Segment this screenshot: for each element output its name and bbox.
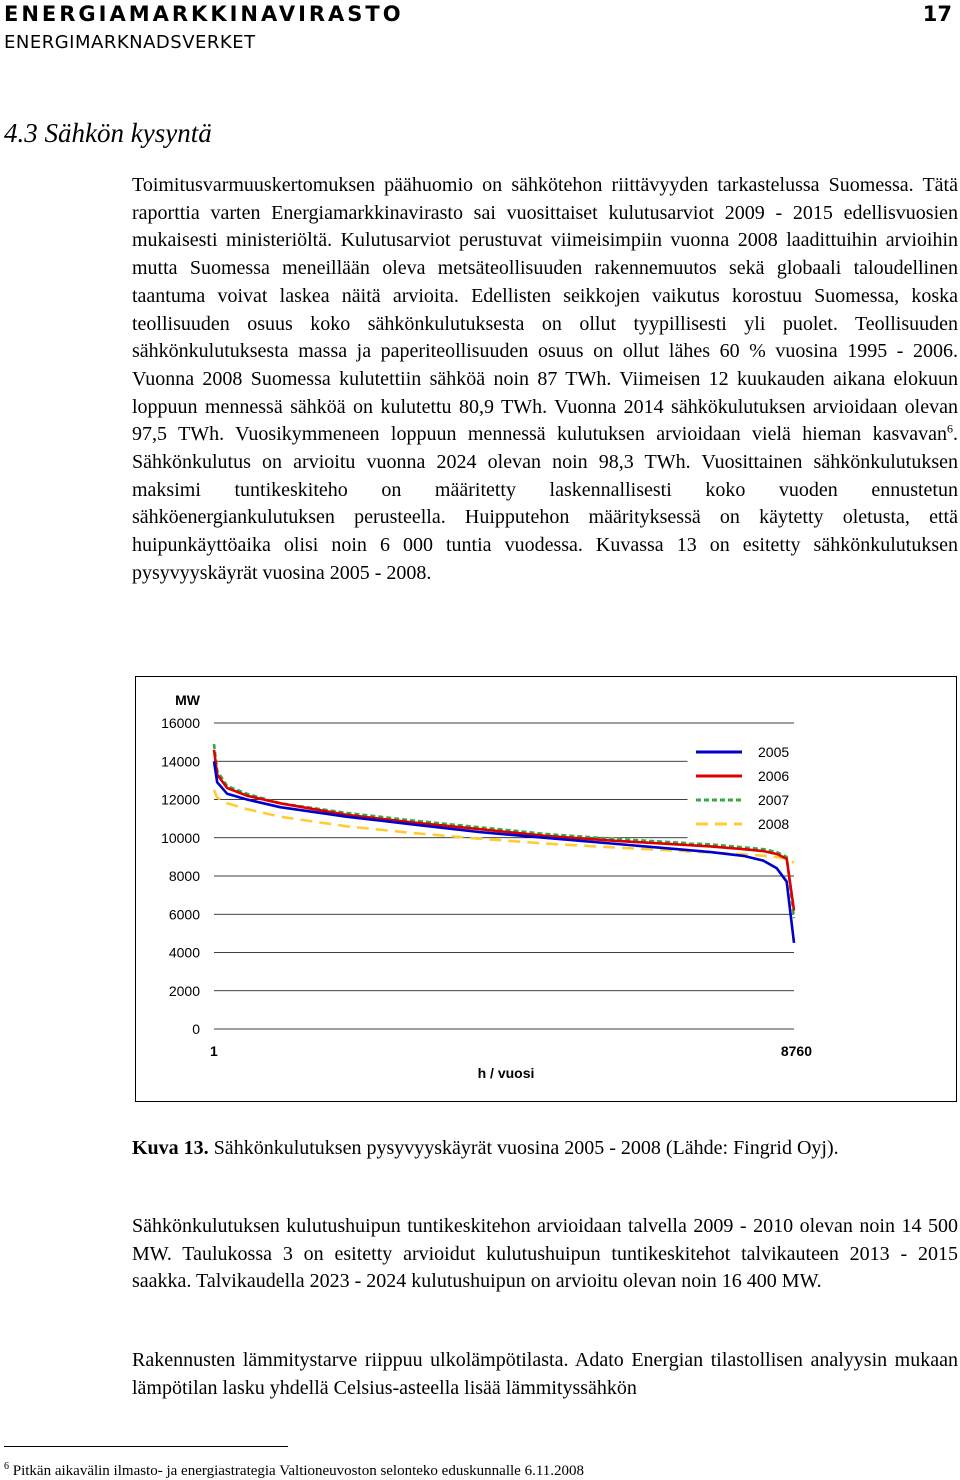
footnote xyxy=(4,1461,584,1480)
y-tick-label: 2000 xyxy=(168,982,200,999)
legend-label: 2007 xyxy=(758,792,790,808)
footnote-reference[interactable]: 6 xyxy=(947,421,953,436)
legend-label: 2005 xyxy=(758,744,790,760)
caption-text: Sähkönkulutuksen pysyvyyskäyrät vuosina 2005 - 2008 (Lähde: Fingrid Oyj). xyxy=(208,1137,839,1159)
y-tick-label: 8000 xyxy=(168,868,200,884)
body-paragraph-2: Sähkönkulutuksen kulutushuipun tuntikeskitehon arvioidaan talvella 2009 - 2010 olevan noin 14 500 MW. Taulukossa 3 on esitetty arvioidut kulutushuipun tuntikeskitehot talvikauteen 2013 - 2015 saakka. Talvikaudella 2023 - 2024 kulutushuipun on arvioitu olevan noin 16 400 MW. xyxy=(132,1215,958,1293)
body-paragraph-1 xyxy=(132,172,958,588)
header-title: ENERGIAMARKKINAVIRASTO xyxy=(4,2,404,26)
body-paragraph-3: Rakennusten lämmitystarve riippuu ulkolämpötilasta. Adato Energian tilastollisen analyysin mukaan lämpötilan lasku yhdellä Celsius-asteella lisää lämmityssähkön xyxy=(132,1349,958,1399)
page-number: 17 xyxy=(922,2,952,26)
duration-curve-chart xyxy=(135,676,957,1102)
paragraph-1-part-a: Toimitusvarmuuskertomuksen päähuomio on sähkötehon riittävyyden tarkastelussa Suomessa. Tätä raporttia varten Energiamarkkinavirasto sai vuosittaiset kulutusarviot 2009 - 2015 edellisvuosien mukaisesti ministeriöltä. Kulutusarviot perustuvat viimeisimpiin vuonna 2008 laadittuihin arvioihin mutta Suomessa meneillään oleva metsäteollisuuden rakennemuutos sekä globaali taloudellinen taantuma voivat laskea näitä arvioita. Edellisten seikkojen vaikutus korostuu Suomessa, koska teollisuuden osuus koko sähkönkulutuksesta on ollut tyypillisesti yli puolet. Teollisuuden sähkönkulutuksesta massa ja paperiteollisuuden osuus on ollut lähes 60 % vuosina 1995 - 2006. Vuonna 2008 Suomessa kulutettiin sähköä noin 87 TWh. Viimeisen 12 kuukauden aikana elokuun loppuun mennessä sähköä on kulutettu 80,9 TWh. Vuonna 2014 sähkökulutuksen arvioidaan olevan 97,5 TWh. Vuosikymmeneen loppuun mennessä kulutuksen arvioidaan vielä hieman kasvavan xyxy=(132,174,958,446)
y-tick-label: 14000 xyxy=(161,753,200,770)
footnote-divider xyxy=(4,1446,288,1447)
x-axis-label: h / vuosi xyxy=(477,1065,535,1081)
legend-label: 2006 xyxy=(758,768,790,784)
footnote-number: 6 xyxy=(4,1461,9,1472)
y-tick-label: 16000 xyxy=(161,715,200,731)
x-tick-label: 8760 xyxy=(780,1043,812,1059)
y-tick-label: 6000 xyxy=(168,906,200,923)
legend-box xyxy=(688,738,818,842)
paragraph-1-part-b: . Sähkönkulutus on arvioitu vuonna 2024 olevan noin 98,3 TWh. Vuosittainen sähkönkulutuksen maksimi tuntikeskiteho on määritetty laskennallisesti koko vuoden ennustetun sähköenergiankulutuksen perusteella. Huipputehon määrityksessä on käytetty oletusta, että huipunkäyttöaika olisi noin 6 000 tuntia vuodessa. Kuvassa 13 on esitetty sähkönkulutuksen pysyvyyskäyrät vuosina 2005 - 2008. xyxy=(132,423,958,584)
y-tick-label: 10000 xyxy=(161,829,200,846)
figure-caption xyxy=(132,1134,958,1162)
legend-label: 2008 xyxy=(758,816,790,832)
x-tick-label: 1 xyxy=(210,1043,218,1059)
footnote-text: Pitkän aikavälin ilmasto- ja energiastrategia Valtioneuvoston selonteko eduskunnalle 6.11.2008 xyxy=(9,1463,585,1479)
chart-svg xyxy=(136,677,958,1103)
y-axis-label: MW xyxy=(175,692,200,708)
header-subtitle: ENERGIMARKNADSVERKET xyxy=(4,32,256,53)
y-tick-label: 4000 xyxy=(168,944,200,961)
y-tick-label: 0 xyxy=(192,1021,200,1037)
y-tick-label: 12000 xyxy=(161,791,200,808)
caption-label: Kuva 13. xyxy=(132,1137,209,1159)
section-title: 4.3 Sähkön kysyntä xyxy=(4,118,212,148)
